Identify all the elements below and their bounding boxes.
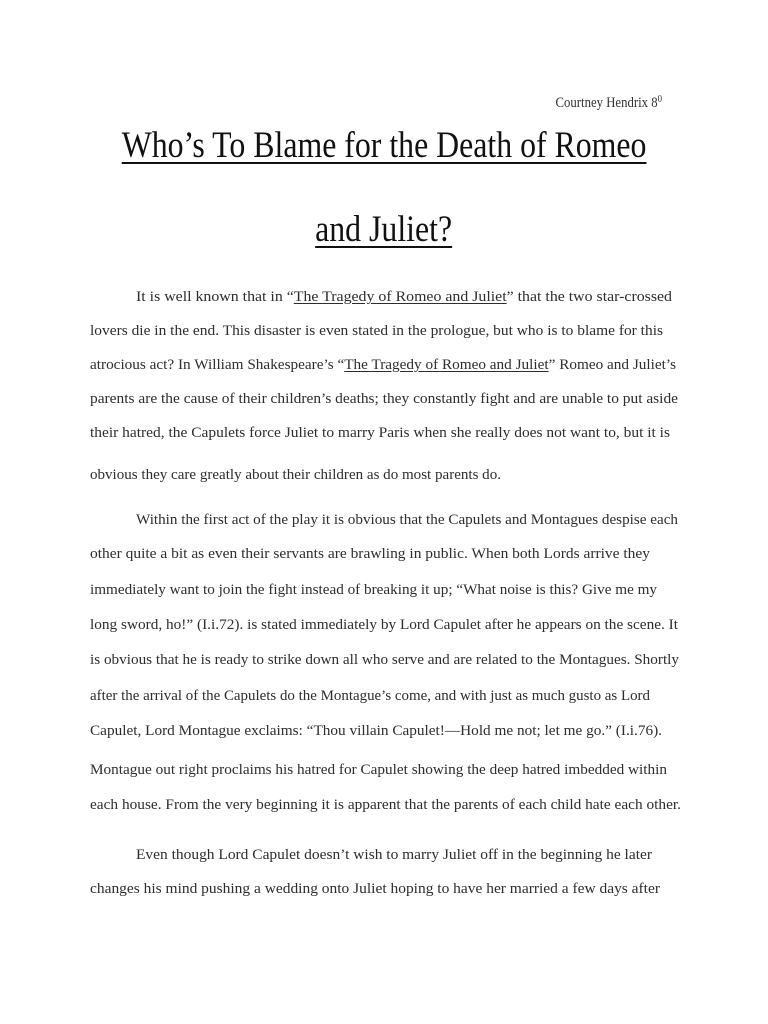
body-line [90, 688, 650, 705]
author-superscript: 0 [657, 94, 662, 105]
author-name: Courtney Hendrix 8 [555, 95, 658, 111]
body-text: changes his mind pushing a wedding onto Juliet hoping to have her married a few days after [90, 881, 660, 897]
body-line [90, 762, 667, 779]
body-line [90, 546, 650, 563]
underlined-title-reference: The Tragedy of Romeo and Juliet [293, 289, 507, 305]
body-line [90, 425, 670, 442]
body-line [90, 652, 679, 669]
body-line [136, 847, 652, 864]
body-text: other quite a bit as even their servants are brawling in public. When both Lords arrive they [90, 546, 650, 562]
body-text: Montague out right proclaims his hatred for Capulet showing the deep hatred imbedded within [90, 762, 667, 778]
body-text: parents are the cause of their children’s deaths; they constantly fight and are unable to put aside [90, 391, 678, 407]
body-line [90, 323, 663, 340]
body-text: Within the first act of the play it is obvious that the Capulets and Montagues despise each [136, 512, 678, 528]
body-text: atrocious act? In William Shakespeare’s “ [90, 357, 345, 373]
body-line [90, 881, 660, 898]
title-text-1: Who’s To Blame for the Death of Romeo [121, 125, 647, 166]
body-line [90, 391, 678, 408]
body-text: immediately want to join the fight instead of breaking it up; “What noise is this? Give me my [90, 582, 657, 598]
body-line [90, 617, 678, 634]
body-text: after the arrival of the Capulets do the Montague’s come, and with just as much gusto as Lord [90, 688, 650, 704]
body-text: long sword, ho!” (I.i.72). is stated immediately by Lord Capulet after he appears on the scene. It [90, 617, 678, 633]
body-text: their hatred, the Capulets force Juliet to marry Paris when she really does not want to, but it is [90, 425, 670, 441]
body-text: It is well known that in “ [136, 289, 294, 305]
body-text: Capulet, Lord Montague exclaims: “Thou villain Capulet!—Hold me not; let me go.” (I.i.76). [90, 723, 662, 739]
body-line [90, 797, 681, 814]
body-line [136, 289, 672, 306]
body-text: ” Romeo and Juliet’s [548, 357, 676, 373]
body-line [90, 357, 676, 374]
body-line [136, 512, 678, 529]
body-text: is obvious that he is ready to strike down all who serve and are related to the Montagues. Shortly [90, 652, 679, 668]
body-line [90, 467, 501, 484]
essay-title-line-2 [0, 208, 768, 251]
author-line [556, 94, 662, 112]
body-text: ” that the two star-crossed [506, 289, 672, 305]
body-text: obvious they care greatly about their children as do most parents do. [90, 467, 501, 483]
body-text: Even though Lord Capulet doesn’t wish to marry Juliet off in the beginning he later [136, 847, 652, 863]
body-text: each house. From the very beginning it is apparent that the parents of each child hate each other. [90, 797, 681, 813]
essay-title-line-1 [0, 124, 768, 167]
body-text: lovers die in the end. This disaster is even stated in the prologue, but who is to blame for this [90, 323, 663, 339]
underlined-title-reference: The Tragedy of Romeo and Juliet [344, 357, 549, 373]
body-line [90, 582, 657, 599]
title-text-2: and Juliet? [315, 209, 453, 250]
body-line [90, 723, 662, 740]
